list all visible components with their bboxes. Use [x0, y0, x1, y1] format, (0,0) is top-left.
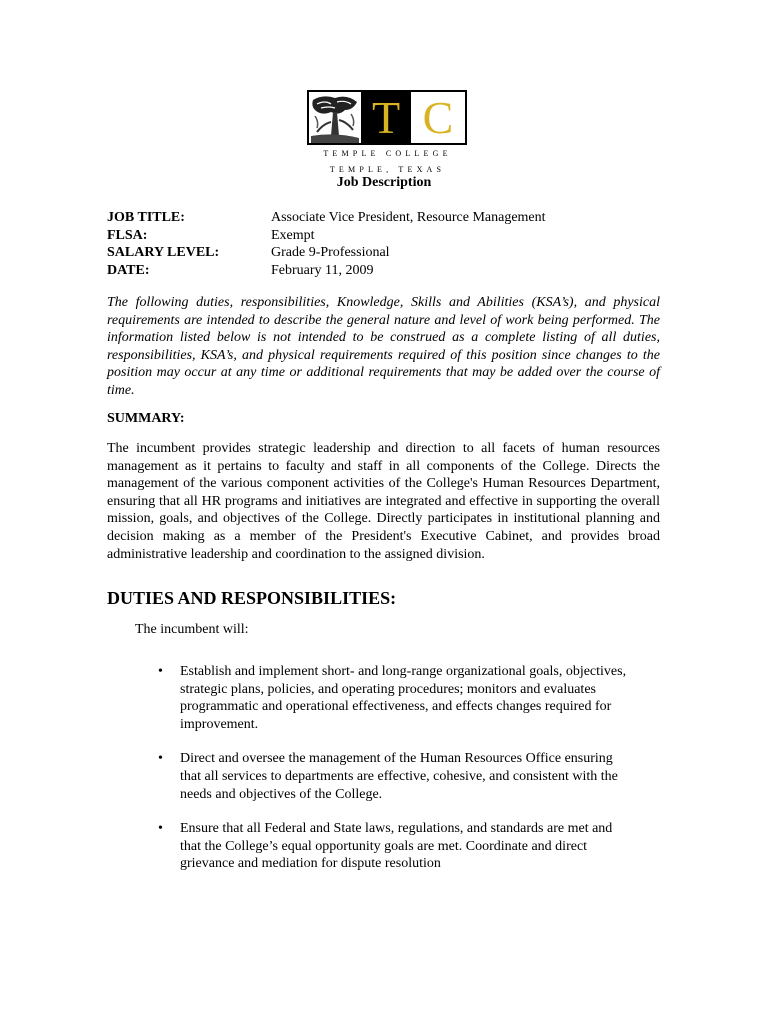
bullet-icon: •	[158, 664, 163, 679]
intro-disclaimer: The following duties, responsibilities, Knowledge, Skills and Abilities (KSA’s), and physical requirements are intended to describe the general nature and level of work being performed. The information listed below is not intended to be construed as a complete listing of all duties, responsibilities, KSA’s, and physical requirements required of this position since changes to the position may occur at any time or additional requirements that may be added over the course of time.	[107, 295, 660, 398]
job-metadata	[107, 209, 546, 279]
bullet-icon: •	[158, 751, 163, 767]
meta-row-salary-level	[107, 244, 546, 262]
meta-label: JOB TITLE:	[107, 210, 185, 225]
logo-tree-illustration	[309, 92, 361, 143]
logo-college-name: TEMPLE COLLEGE	[323, 149, 452, 158]
meta-label: SALARY LEVEL:	[107, 245, 220, 260]
meta-label: DATE:	[107, 262, 150, 278]
logo-location: TEMPLE, TEXAS	[329, 165, 446, 174]
meta-value: Associate Vice President, Resource Management	[271, 210, 546, 225]
tree-icon	[309, 92, 361, 143]
document-title: Job Description	[336, 175, 432, 190]
logo-letter-c: C	[411, 92, 465, 143]
meta-value: Exempt	[271, 227, 315, 243]
list-item-text: Establish and implement short- and long-range organizational goals, objectives, strategic plans, policies, and operating procedures; monitors and evaluates programmatic and operational effectiveness, and effects changes required for improvement.	[180, 664, 627, 732]
meta-row-job-title	[107, 209, 546, 227]
list-item	[155, 663, 630, 733]
logo-letter-t: T	[361, 92, 411, 143]
duties-heading: DUTIES AND RESPONSIBILITIES:	[107, 588, 397, 608]
list-item	[155, 750, 630, 803]
summary-heading: SUMMARY:	[107, 411, 185, 426]
bullet-icon: •	[158, 821, 163, 837]
meta-value: Grade 9-Professional	[271, 245, 390, 260]
temple-college-logo	[307, 90, 467, 145]
duties-intro: The incumbent will:	[135, 622, 249, 637]
duties-list	[155, 663, 630, 890]
list-item-text: Ensure that all Federal and State laws, regulations, and standards are met and that the College’s equal opportunity goals are met. Coordinate and direct grievance and mediation for dispute resolution	[180, 821, 613, 872]
meta-label: FLSA:	[107, 227, 148, 243]
list-item	[155, 820, 630, 873]
list-item-text: Direct and oversee the management of the Human Resources Office ensuring that all services to departments are effective, cohesive, and consistent with the needs and objectives of the College.	[180, 751, 618, 802]
summary-text: The incumbent provides strategic leadership and direction to all facets of human resources management as it pertains to faculty and staff in all components of the College. Directs the management of the various component activities of the College's Human Resources Department, ensuring that all HR programs and initiatives are integrated and effective in supporting the overall mission, goals, and objectives of the College. Directly participates in institutional planning and decision making as a member of the President's Executive Cabinet, and provides broad administrative leadership and coordination to the assigned division.	[107, 441, 660, 562]
meta-row-date	[107, 262, 546, 280]
meta-row-flsa	[107, 227, 546, 245]
meta-value: February 11, 2009	[271, 262, 374, 278]
